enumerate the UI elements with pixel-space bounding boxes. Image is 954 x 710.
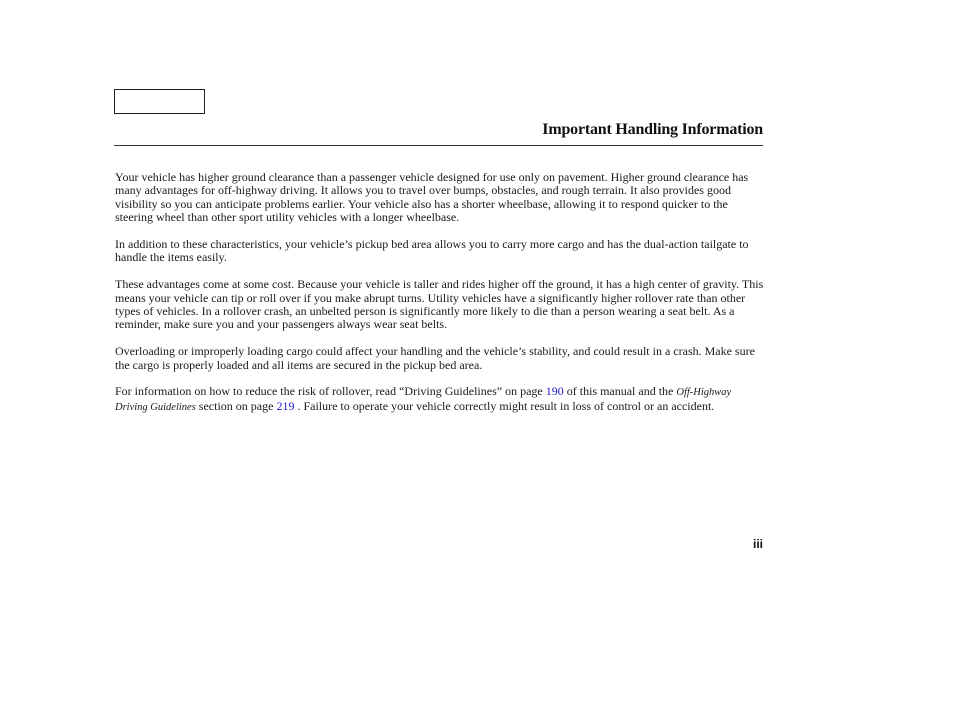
page-title: Important Handling Information [542, 121, 763, 138]
title-divider [114, 145, 763, 146]
main-menu-button[interactable] [114, 89, 205, 114]
reference-text-3: section on page [195, 398, 277, 413]
paragraph-pickup-bed: In addition to these characteristics, your vehicle’s pickup bed area allows you to carry more cargo and has the dual-action tailgate to handle the items easily. [115, 237, 749, 265]
paragraph-rollover-reference [115, 385, 765, 414]
paragraph-rollover-risk: These advantages come at some cost. Because your vehicle is taller and rides higher off the ground, it has a high center of gravity. This means your vehicle can tip or roll over if you make abrupt turns. Utility vehicles have a significantly higher rollover rate than other types of vehicles. In a rollover crash, an unbelted person is significantly more likely to die than a person wearing a seat belt. As a reminder, make sure you and your passengers always wear seat belts. [115, 277, 764, 332]
off-highway-guidelines-title: Off-Highway Driving Guidelines [115, 387, 732, 413]
paragraph-cargo-loading: Overloading or improperly loading cargo could affect your handling and the vehicle’s stability, and could result in a crash. Make sure the cargo is properly loaded and all items are secured in the pickup bed area. [115, 344, 755, 372]
page-link-190[interactable]: 190 [545, 384, 564, 399]
reference-text-4: . Failure to operate your vehicle correctly might result in loss of control or an accident. [294, 398, 715, 413]
body-content [115, 171, 765, 428]
page-number: iii [752, 537, 763, 551]
reference-text-1: For information on how to reduce the risk of rollover, read “Driving Guidelines” on page [115, 384, 546, 399]
reference-text-2: of this manual and the [563, 384, 677, 399]
page-link-219[interactable]: 219 [276, 398, 295, 413]
paragraph-ground-clearance: Your vehicle has higher ground clearance than a passenger vehicle designed for use only on pavement. Higher ground clearance has many advantages for off-highway driving. It allows you to travel over bumps, obstacles, and rough terrain. It also provides good visibility so you can anticipate problems earlier. Your vehicle also has a shorter wheelbase, allowing it to respond quicker to the steering wheel than other sport utility vehicles with a longer wheelbase. [115, 170, 749, 225]
